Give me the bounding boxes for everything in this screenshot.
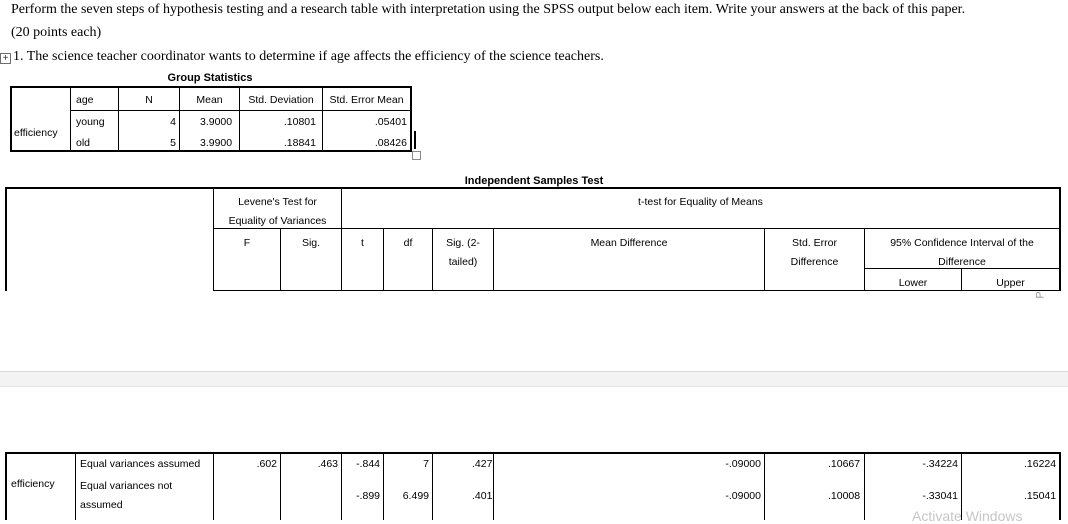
col-mean-difference: Mean Difference xyxy=(590,237,668,249)
col-ci-l1: 95% Confidence Interval of the xyxy=(890,237,1034,249)
group-stats-title: Group Statistics xyxy=(167,72,253,84)
mean-difference-value: -.09000 xyxy=(725,490,761,502)
col-sig2-l2: tailed) xyxy=(448,256,478,268)
mean-value: 3.9900 xyxy=(200,137,233,149)
ind-test-title: Independent Samples Test xyxy=(464,175,604,187)
df-value: 7 xyxy=(423,458,429,470)
row-equal-variances-not-assumed-l2: assumed xyxy=(80,499,123,511)
row-equal-variances-assumed: Equal variances assumed xyxy=(80,458,201,470)
col-std-error-mean: Std. Error Mean xyxy=(329,94,404,106)
col-n: N xyxy=(145,94,153,106)
instructions-line1: Perform the seven steps of hypothesis testing and a research table with interpretation using the SPSS output below each item. Write your answers at the back of this paper. xyxy=(11,2,966,17)
page-break xyxy=(0,371,1068,387)
activate-windows-watermark: Activate Windows xyxy=(912,508,1023,524)
age-group: old xyxy=(76,137,91,149)
row-equal-variances-not-assumed-l1: Equal variances not xyxy=(80,480,173,492)
col-std-error-l1: Std. Error xyxy=(792,237,837,249)
sd-value: .18841 xyxy=(283,137,316,149)
se-value: .08426 xyxy=(374,137,407,149)
ci-lower-value: -.34224 xyxy=(922,458,958,470)
std-error-value: .10008 xyxy=(828,490,861,502)
col-sig2-l1: Sig. (2- xyxy=(446,237,480,249)
sig-value: .463 xyxy=(317,458,338,470)
df-value: 6.499 xyxy=(402,490,429,502)
mean-difference-value: -.09000 xyxy=(725,458,761,470)
t-value: -.899 xyxy=(356,490,380,502)
expand-plus-icon[interactable]: + xyxy=(0,53,11,64)
col-f: F xyxy=(243,237,251,249)
levene-header-l1: Levene's Test for xyxy=(238,196,317,208)
col-std-deviation: Std. Deviation xyxy=(248,94,314,106)
row-label-efficiency: efficiency xyxy=(14,127,58,139)
col-ci-l2: Difference xyxy=(938,256,986,268)
age-group: young xyxy=(76,116,105,128)
item-1-question: 1. The science teacher coordinator wants to determine if age affects the efficiency of the science teachers. xyxy=(13,49,604,64)
levene-header-l2: Equality of Variances xyxy=(228,215,327,227)
n-value: 5 xyxy=(170,137,176,149)
instructions-points: (20 points each) xyxy=(11,25,102,40)
col-sig: Sig. xyxy=(301,237,321,249)
col-upper: Upper xyxy=(996,277,1025,289)
se-value: .05401 xyxy=(374,116,407,128)
n-value: 4 xyxy=(170,116,176,128)
ci-upper-value: .15041 xyxy=(1024,490,1057,502)
col-t: t xyxy=(361,237,364,249)
ci-lower-value: -.33041 xyxy=(922,490,958,502)
resize-handle[interactable] xyxy=(412,151,421,160)
row-label-efficiency: efficiency xyxy=(11,478,55,490)
sd-value: .10801 xyxy=(283,116,316,128)
f-value: .602 xyxy=(256,458,277,470)
col-df: df xyxy=(403,237,413,249)
col-mean: Mean xyxy=(196,94,223,106)
col-age: age xyxy=(76,94,94,106)
page-edge-fragment: P xyxy=(1034,291,1047,299)
std-error-value: .10667 xyxy=(828,458,861,470)
col-lower: Lower xyxy=(898,277,928,289)
mean-value: 3.9000 xyxy=(200,116,233,128)
sig2-value: .427 xyxy=(472,458,493,470)
sig2-value: .401 xyxy=(472,490,493,502)
ci-upper-value: .16224 xyxy=(1024,458,1057,470)
t-value: -.844 xyxy=(356,458,380,470)
col-std-error-l2: Difference xyxy=(790,256,839,268)
ttest-header: t-test for Equality of Means xyxy=(638,196,763,208)
